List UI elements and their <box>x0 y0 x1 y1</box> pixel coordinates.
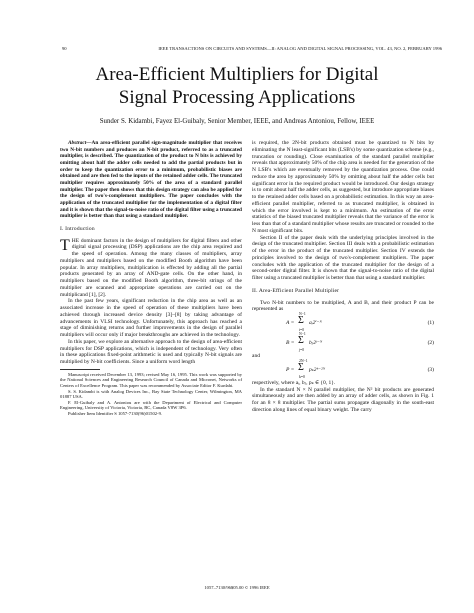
journal-header: IEEE TRANSACTIONS ON CIRCUITS AND SYSTEMS—II: ANALOG AND DIGITAL SIGNAL PROCESSING, VOL. 43, NO. 2, FEBRUARY 1996 <box>158 46 442 51</box>
abstract-text: An area-efficient parallel sign-magnitude multiplier that receives two N-bit numbers and produces an N-bit product, referred to as a truncated multiplier, is described. The quantization of the product to N bits is achieved by omitting about half the adder cells needed to add the partial products but in order to keep the quantization error to a minimum, probabilistic biases are obtained and are then fed to the inputs of the retained adder cells. The truncated multiplier requires approximately 50% of the area of a standard parallel multiplier. The paper then shows that this design strategy can also be applied for the design of two's-complement multipliers. The paper concludes with the application of the truncated multiplier for the implementation of a digital filter and it is shown that the signal-to-noise ratio of the digital filter using a truncated multiplier is better than that using a standard multiplier. <box>60 140 242 220</box>
footnote-identifier: Publisher Item Identifier S 1057-7130(96)01502-9. <box>68 411 163 417</box>
right-paragraph-5: In the standard N × N parallel multiplier, the N² bit products are generated simultaneously and are then added by an array of adder cells, as shown in Fig. 1 for an 8 × 8 multiplier. The partial sums propagate diagonally in the south-east direction along lines of equal binary weight. The carry <box>252 386 434 413</box>
right-paragraph-4: respectively, where aᵢ, bⱼ, pₖ ∈ {0, 1}. <box>252 379 336 386</box>
equation-3 <box>252 360 434 380</box>
paper-title <box>0 63 474 109</box>
title-line-2: Signal Processing Applications <box>118 87 356 108</box>
summation-icon: Σ <box>298 361 304 373</box>
intro-paragraph-3: In this paper, we explore an alternative approach to the design of area-efficient multipliers for DSP applications, which is independent of technology. Very often in these applications fixed-point arithmetic is used and typically N-bit signals are multiplied by N-bit coefficients. Since a uniform word length <box>60 338 242 366</box>
eq2-upper-limit: N−1 <box>299 332 306 336</box>
right-paragraph-2: Section II of the paper deals with the underlying principles involved in the design of the truncated multiplier. Section III deals with a probabilistic estimation of the error in the product of the truncated multiplier. Section IV extends the principles involved to the design of two's-complement multipliers. The paper concludes with the application of the truncated multiplier for the design of a second-order digital filter. It is shown that the signal-to-noise ratio of the digital filter using a truncated multiplier is better than that using a standard multiplier. <box>252 234 434 281</box>
summation-icon: Σ <box>298 315 304 326</box>
eq3-upper-limit: 2N−1 <box>299 358 308 363</box>
summation-icon: Σ <box>298 335 304 346</box>
eq3-lhs: P = <box>286 366 295 373</box>
right-paragraph-1: is required, the 2N-bit products obtained must be quantized to N bits by eliminating the N least-significant bits (LSB's) by some quantization scheme (e.g., truncation or rounding). Close examination of the standard parallel multiplier reveals that approximately 50% of the chip area is needed for the generation of the N LSB's which are eventually removed by the quantization process. One could reduce the area by approximately 50% by omitting about half the adder cells but significant error in the required product would be introduced. Our design strategy is to omit about half the adder cells, as suggested, but introduce appropriate biases to the retained adder cells based on a probabilistic estimation. In this way an area-efficient parallel multiplier, referred to as truncated multiplier, is obtained in which the error involved is kept to a minimum. An estimation of the error statistics of the biased truncated multiplier reveals that the variance of the error is less than that of a standard multiplier whose results are truncated or rounded to the N most significant bits. <box>252 140 434 234</box>
footnote-author-1: S. S. Kidambi is with Analog Devices Inc., Bay State Technology Center, Wilmington, MA 01887 USA. <box>60 388 242 400</box>
eq2-lhs: B = <box>286 340 295 346</box>
left-column <box>60 140 242 417</box>
eq2-number: (2) <box>427 340 434 346</box>
equation-2 <box>252 333 434 353</box>
copyright-footer: 1057–7130/96$05.00 © 1996 IEEE <box>204 585 270 590</box>
eq1-lower-limit: i=0 <box>299 328 305 332</box>
section-heading-2: II. Area-Efficient Parallel Multiplier <box>252 287 340 294</box>
eq1-body: aᵢ2ⁱ⁻ᴺ <box>309 320 322 326</box>
eq1-lhs: A = <box>286 320 295 326</box>
footnote-rule <box>60 369 100 370</box>
author-line: Sunder S. Kidambi, Fayez El-Guibaly, Senior Member, IEEE, and Andreas Antoniou, Fellow, IEEE <box>99 118 375 125</box>
intro-paragraph-2: In the past few years, significant reduction in the chip area as well as an associated increase in the speed of operation of these multipliers have been achieved through increased device density [3]–[8] by taking advantage of advancements in VLSI technology. Unfortunately, this approach has reached a stage of diminishing returns and further improvements in the design of parallel multipliers will occur only if major breakthroughs are achieved in the technology. <box>60 298 242 339</box>
equation-1 <box>252 313 434 333</box>
eq1-number: (1) <box>427 320 434 326</box>
title-line-1: Area-Efficient Multipliers for Digital <box>95 64 379 85</box>
footnote-author-2: F. El-Guibaly and A. Antoniou are with the Department of Electrical and Computer Engineering, University of Victoria, Victoria, BC, Canada V8W 3P6. <box>60 399 242 411</box>
eq3-number: (3) <box>427 366 434 373</box>
section-heading-intro: I. Introduction <box>60 225 95 232</box>
abstract <box>60 140 242 220</box>
page-number: 90 <box>62 46 67 51</box>
drop-cap: T <box>60 236 70 254</box>
and-text: and <box>252 353 260 359</box>
eq2-lower-limit: j=0 <box>299 348 305 352</box>
eq3-body: pₖ2ᵏ⁻²ᴺ <box>309 366 326 373</box>
right-paragraph-3: Two N-bit numbers to be multiplied, A and B, and their product P can be represented as <box>252 299 434 313</box>
eq3-lower-limit: k=0 <box>299 374 305 379</box>
footnote-manuscript: Manuscript received December 13, 1993; revised May 16, 1995. This work was supported by the National Sciences and Engineering Research Council of Canada and Micronet, Networks of Centers of Excellence Program. This paper was recommended by Associate Editor F. Kurdahi. <box>60 371 242 389</box>
eq1-upper-limit: N−1 <box>299 312 306 316</box>
right-column <box>252 140 434 414</box>
intro-paragraph-1: THE dominant factors in the design of multipliers for digital filters and other digital signal processing (DSP) applications are the chip area required and the speed of operation. Among the many classes of multipliers, array multipliers and multipliers based on the modified Booth algorithm have been popular. In array multipliers, multiplication is effected by adding all the partial products generated by an array of AND-gate cells. On the other hand, in multipliers based on the modified Booth algorithm, three-bit strings of the multiplier are scanned and appropriate operations are carried out on the multiplicand [1], [2]. <box>60 236 242 298</box>
abstract-label: Abstract— <box>68 140 92 146</box>
eq2-body: bⱼ2ʲ⁻ᴺ <box>309 340 323 346</box>
